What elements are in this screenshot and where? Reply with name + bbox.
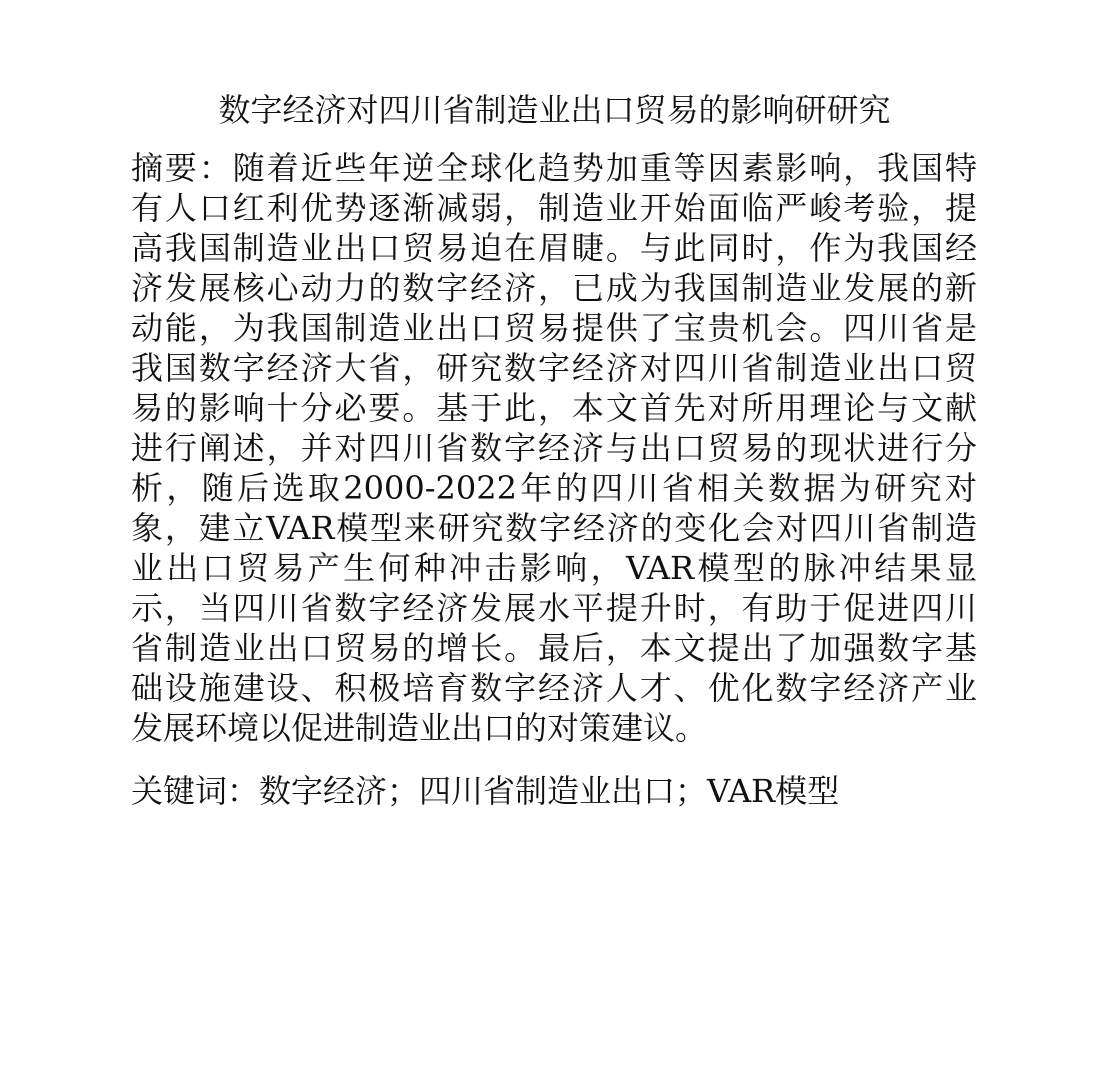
abstract-line: 进行阐述，并对四川省数字经济与出口贸易的现状进行分 bbox=[131, 429, 977, 467]
abstract-line: 析，随后选取2000-2022年的四川省相关数据为研究对 bbox=[131, 469, 977, 507]
abstract-line: 动能，为我国制造业出口贸易提供了宝贵机会。四川省是 bbox=[131, 309, 977, 347]
abstract-line: 发展环境以促进制造业出口的对策建议。 bbox=[131, 709, 708, 747]
abstract-line: 摘要：随着近些年逆全球化趋势加重等因素影响，我国特 bbox=[131, 149, 977, 187]
abstract-line: 示，当四川省数字经济发展水平提升时，有助于促进四川 bbox=[131, 589, 977, 627]
keywords-line: 关键词：数字经济；四川省制造业出口；VAR模型 bbox=[131, 772, 840, 810]
abstract-line: 济发展核心动力的数字经济，已成为我国制造业发展的新 bbox=[131, 269, 977, 307]
abstract-line: 象，建立VAR模型来研究数字经济的变化会对四川省制造 bbox=[131, 509, 977, 547]
abstract-line: 础设施建设、积极培育数字经济人才、优化数字经济产业 bbox=[131, 669, 977, 707]
abstract-line: 易的影响十分必要。基于此，本文首先对所用理论与文献 bbox=[131, 389, 977, 427]
abstract-line: 业出口贸易产生何种冲击影响，VAR模型的脉冲结果显 bbox=[131, 549, 977, 587]
paper-title: 数字经济对四川省制造业出口贸易的影响研研究 bbox=[218, 91, 891, 129]
abstract-line: 我国数字经济大省，研究数字经济对四川省制造业出口贸 bbox=[131, 349, 977, 387]
abstract-paragraph bbox=[131, 148, 977, 748]
abstract-line: 省制造业出口贸易的增长。最后，本文提出了加强数字基 bbox=[131, 629, 977, 667]
abstract-line: 有人口红利优势逐渐减弱，制造业开始面临严峻考验，提 bbox=[131, 189, 977, 227]
abstract-line: 高我国制造业出口贸易迫在眉睫。与此同时，作为我国经 bbox=[131, 229, 977, 267]
